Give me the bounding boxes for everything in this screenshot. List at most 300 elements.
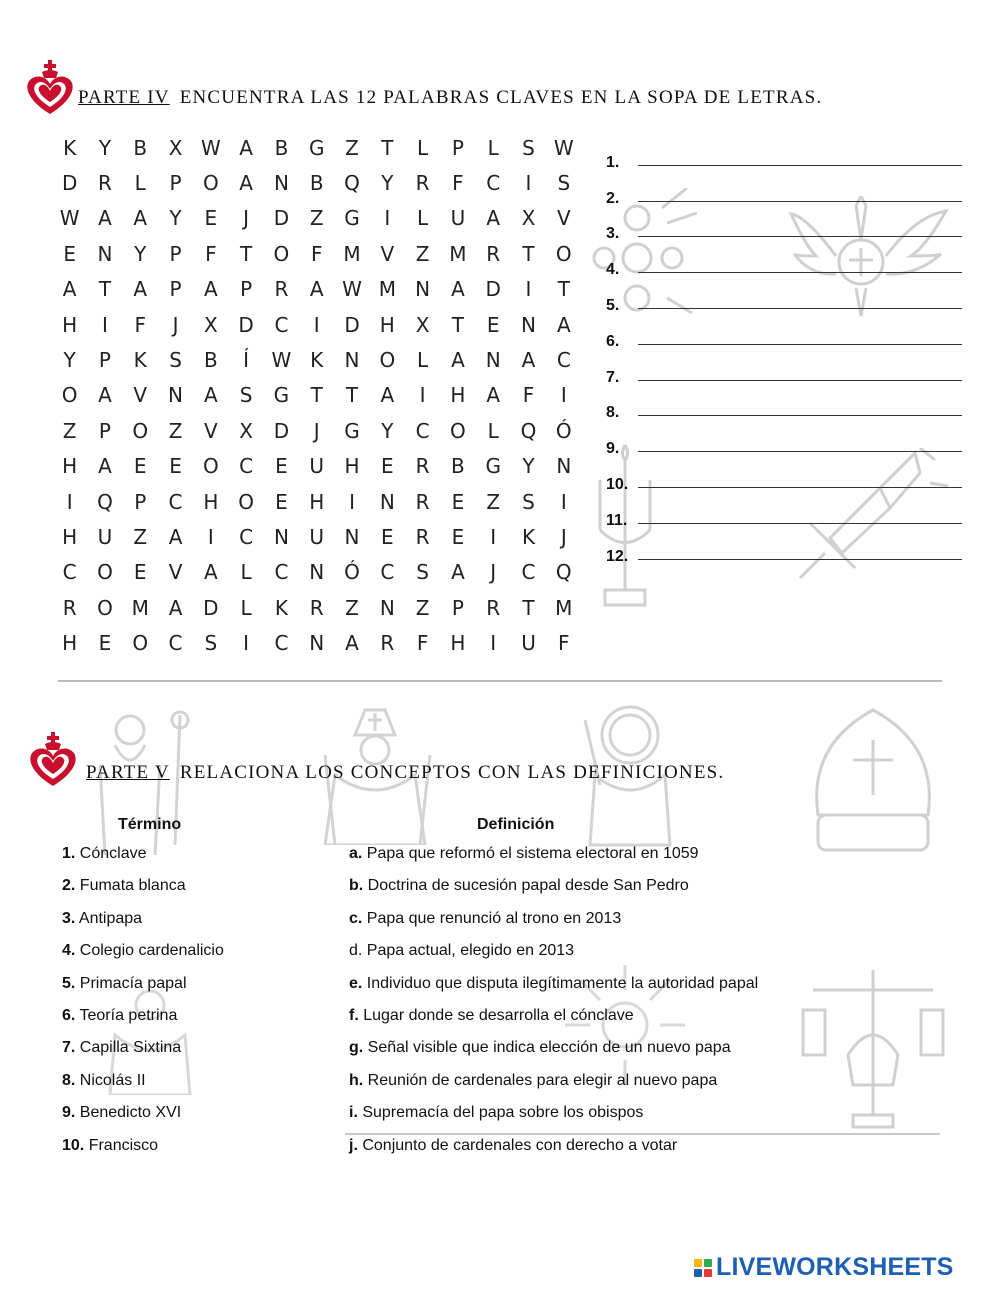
definition-item xyxy=(349,873,758,905)
definition-item xyxy=(349,1068,758,1100)
grid-cell[interactable]: E xyxy=(169,454,182,479)
grid-cell[interactable]: K xyxy=(63,135,77,160)
answer-input-line[interactable] xyxy=(638,165,962,166)
grid-cell[interactable]: S xyxy=(416,560,429,585)
answer-input-line[interactable] xyxy=(638,380,962,381)
grid-cell[interactable]: V xyxy=(133,383,148,408)
grid-cell[interactable]: G xyxy=(344,418,360,443)
grid-cell[interactable]: R xyxy=(415,454,430,479)
grid-row xyxy=(52,272,592,307)
grid-cell[interactable]: I xyxy=(560,489,567,514)
grid-cell[interactable]: H xyxy=(62,631,78,656)
grid-cell[interactable]: P xyxy=(169,241,182,266)
grid-cell[interactable]: E xyxy=(486,312,500,337)
answer-input-line[interactable] xyxy=(638,344,962,345)
grid-cell[interactable]: E xyxy=(381,454,394,479)
grid-cell[interactable]: W xyxy=(59,206,80,231)
bottom-divider xyxy=(345,1133,940,1135)
grid-cell[interactable]: P xyxy=(169,277,182,302)
grid-cell[interactable]: I xyxy=(525,277,532,302)
grid-cell[interactable]: F xyxy=(134,312,146,337)
definition-item xyxy=(349,1133,758,1165)
decorative-mitre-sketch xyxy=(798,705,948,855)
grid-cell[interactable]: Z xyxy=(309,206,324,231)
grid-cell[interactable]: H xyxy=(62,454,78,479)
grid-cell[interactable]: T xyxy=(522,595,535,620)
grid-cell[interactable]: N xyxy=(309,631,325,656)
definition-text: Señal visible que indica elección de un nuevo papa xyxy=(363,1039,731,1057)
grid-cell[interactable]: R xyxy=(274,277,289,302)
grid-cell[interactable]: H xyxy=(62,312,78,337)
grid-cell[interactable]: H xyxy=(344,454,360,479)
grid-cell[interactable]: Y xyxy=(381,171,394,196)
grid-cell[interactable]: A xyxy=(239,135,253,160)
grid-cell[interactable]: E xyxy=(381,524,394,549)
grid-row xyxy=(52,555,592,590)
grid-cell[interactable]: A xyxy=(98,454,112,479)
grid-cell[interactable]: K xyxy=(274,595,288,620)
definition-text: Conjunto de cardenales con derecho a votar xyxy=(357,1136,678,1154)
grid-cell[interactable]: N xyxy=(344,348,360,373)
answer-row xyxy=(606,319,966,355)
grid-row xyxy=(52,590,592,625)
grid-cell[interactable]: L xyxy=(487,418,499,443)
grid-cell[interactable]: E xyxy=(133,454,147,479)
grid-cell[interactable]: A xyxy=(451,348,465,373)
grid-cell[interactable]: N xyxy=(379,489,395,514)
grid-cell[interactable]: S xyxy=(522,135,535,160)
term-text: Antipapa xyxy=(75,909,143,927)
grid-cell[interactable]: A xyxy=(98,383,112,408)
grid-cell[interactable]: R xyxy=(62,595,77,620)
answer-input-line[interactable] xyxy=(638,308,962,309)
grid-cell[interactable]: F xyxy=(558,631,570,656)
grid-cell[interactable]: I xyxy=(419,383,426,408)
grid-cell[interactable]: W xyxy=(553,135,574,160)
grid-cell[interactable]: Z xyxy=(415,241,430,266)
grid-cell[interactable]: G xyxy=(344,206,360,231)
grid-cell[interactable]: A xyxy=(486,206,501,231)
grid-cell[interactable]: E xyxy=(204,206,218,231)
grid-cell[interactable]: L xyxy=(417,206,429,231)
grid-cell[interactable]: Y xyxy=(63,348,76,373)
term-list xyxy=(62,841,224,1165)
answer-input-line[interactable] xyxy=(638,236,962,237)
grid-cell[interactable]: X xyxy=(203,312,218,337)
grid-cell[interactable]: L xyxy=(487,135,499,160)
grid-cell[interactable]: N xyxy=(344,524,360,549)
grid-cell[interactable]: U xyxy=(309,454,325,479)
grid-cell[interactable]: Z xyxy=(168,418,183,443)
grid-cell[interactable]: D xyxy=(273,206,290,231)
grid-cell[interactable]: S xyxy=(557,171,571,196)
grid-cell[interactable]: R xyxy=(309,595,324,620)
grid-cell[interactable]: X xyxy=(521,206,536,231)
grid-cell[interactable]: M xyxy=(555,595,573,620)
grid-cell[interactable]: R xyxy=(380,631,395,656)
grid-cell[interactable]: P xyxy=(451,135,464,160)
answer-row xyxy=(606,426,966,462)
grid-cell[interactable]: A xyxy=(380,383,395,408)
grid-cell[interactable]: H xyxy=(203,489,219,514)
grid-row xyxy=(52,519,592,554)
grid-cell[interactable]: O xyxy=(97,595,113,620)
grid-cell[interactable]: P xyxy=(240,277,253,302)
grid-cell[interactable]: O xyxy=(555,241,572,266)
grid-cell[interactable]: I xyxy=(313,312,320,337)
grid-cell[interactable]: S xyxy=(204,631,218,656)
grid-cell[interactable]: H xyxy=(309,489,325,514)
term-number: 5. xyxy=(62,974,76,992)
grid-cell[interactable]: Q xyxy=(555,560,572,585)
grid-cell[interactable]: U xyxy=(521,631,536,656)
grid-cell[interactable]: D xyxy=(238,312,254,337)
grid-cell[interactable]: N xyxy=(521,312,536,337)
grid-cell[interactable]: F xyxy=(522,383,535,408)
grid-cell[interactable]: M xyxy=(449,241,467,266)
grid-cell[interactable]: A xyxy=(133,206,148,231)
answer-number: 2. xyxy=(606,189,620,207)
grid-cell[interactable]: Y xyxy=(522,454,535,479)
grid-cell[interactable]: P xyxy=(451,595,464,620)
grid-cell[interactable]: S xyxy=(239,383,253,408)
term-number: 6. xyxy=(62,1006,76,1024)
word-search-grid xyxy=(52,130,592,661)
grid-cell[interactable]: S xyxy=(522,489,535,514)
grid-cell[interactable]: J xyxy=(490,560,497,585)
grid-cell[interactable]: N xyxy=(273,171,289,196)
term-number: 4. xyxy=(62,942,76,960)
grid-row xyxy=(52,201,592,236)
term-item xyxy=(62,1003,224,1035)
grid-cell[interactable]: T xyxy=(240,241,253,266)
decorative-scales-sketch xyxy=(798,965,948,1130)
term-text: Fumata blanca xyxy=(75,877,186,895)
grid-cell[interactable]: L xyxy=(240,595,252,620)
answer-number: 1. xyxy=(606,153,620,171)
grid-cell[interactable]: Q xyxy=(97,489,113,514)
grid-cell[interactable]: C xyxy=(415,418,430,443)
grid-cell[interactable]: A xyxy=(98,206,112,231)
grid-cell[interactable]: O xyxy=(450,418,466,443)
answer-row xyxy=(606,391,966,427)
grid-cell[interactable]: H xyxy=(62,524,78,549)
term-number: 2. xyxy=(62,877,76,895)
grid-cell[interactable]: R xyxy=(97,171,112,196)
definition-letter: e. xyxy=(349,974,363,992)
term-number: 1. xyxy=(62,845,76,862)
grid-cell[interactable]: C xyxy=(521,560,536,585)
grid-cell[interactable]: P xyxy=(98,348,111,373)
grid-cell[interactable]: Z xyxy=(62,418,77,443)
grid-cell[interactable]: I xyxy=(66,489,73,514)
term-item xyxy=(62,971,224,1003)
definition-text: d. Papa actual, elegido en 2013 xyxy=(349,942,575,960)
grid-cell[interactable]: T xyxy=(310,383,323,408)
grid-cell[interactable]: V xyxy=(203,418,218,443)
grid-cell[interactable]: K xyxy=(133,348,147,373)
grid-cell[interactable]: C xyxy=(274,631,289,656)
answer-number: 8. xyxy=(606,404,620,422)
grid-cell[interactable]: G xyxy=(308,135,325,160)
answer-row xyxy=(606,176,966,212)
grid-cell[interactable]: R xyxy=(415,171,430,196)
grid-cell[interactable]: A xyxy=(556,312,571,337)
grid-cell[interactable]: R xyxy=(415,489,430,514)
grid-cell[interactable]: C xyxy=(239,524,254,549)
grid-cell[interactable]: I xyxy=(207,524,214,549)
grid-cell[interactable]: O xyxy=(132,631,149,656)
grid-cell[interactable]: U xyxy=(97,524,113,549)
grid-cell[interactable]: Y xyxy=(134,241,147,266)
sacred-heart-icon xyxy=(22,56,78,116)
term-item xyxy=(62,841,224,873)
grid-cell[interactable]: I xyxy=(490,631,497,656)
term-text: Teoría petrina xyxy=(75,1006,178,1024)
grid-cell[interactable]: I xyxy=(560,383,567,408)
grid-cell[interactable]: C xyxy=(168,631,183,656)
grid-cell[interactable]: C xyxy=(168,489,183,514)
grid-cell[interactable]: A xyxy=(521,348,536,373)
grid-cell[interactable]: T xyxy=(98,277,112,302)
grid-cell[interactable]: D xyxy=(203,595,219,620)
grid-cell[interactable]: A xyxy=(451,560,465,585)
grid-cell[interactable]: Y xyxy=(169,206,182,231)
answer-input-line[interactable] xyxy=(638,451,962,452)
grid-cell[interactable]: G xyxy=(485,454,501,479)
grid-cell[interactable]: F xyxy=(452,171,464,196)
grid-cell[interactable]: I xyxy=(101,312,108,337)
grid-cell[interactable]: N xyxy=(485,348,501,373)
grid-cell[interactable]: Q xyxy=(520,418,537,443)
grid-cell[interactable]: L xyxy=(417,135,429,160)
grid-cell[interactable]: N xyxy=(415,277,431,302)
grid-cell[interactable]: Ó xyxy=(555,418,572,443)
grid-cell[interactable]: A xyxy=(203,560,218,585)
grid-cell[interactable]: Í xyxy=(243,348,250,373)
grid-cell[interactable]: B xyxy=(133,135,148,160)
grid-cell[interactable]: Z xyxy=(133,524,148,549)
grid-cell[interactable]: P xyxy=(134,489,147,514)
definition-letter: j. xyxy=(349,1136,358,1154)
grid-cell[interactable]: T xyxy=(557,277,570,302)
grid-cell[interactable]: J xyxy=(243,206,250,231)
grid-cell[interactable]: C xyxy=(239,454,254,479)
grid-cell[interactable]: I xyxy=(490,524,497,549)
grid-cell[interactable]: D xyxy=(344,312,360,337)
grid-cell[interactable]: V xyxy=(168,560,183,585)
grid-cell[interactable]: I xyxy=(349,489,355,514)
grid-cell[interactable]: I xyxy=(525,171,532,196)
definition-text: Papa que reformó el sistema electoral en 1059 xyxy=(362,845,699,862)
grid-cell[interactable]: L xyxy=(240,560,252,585)
grid-cell[interactable]: H xyxy=(379,312,395,337)
grid-cell[interactable]: A xyxy=(345,631,359,656)
grid-cell[interactable]: Z xyxy=(415,595,430,620)
grid-cell[interactable]: A xyxy=(168,524,183,549)
grid-cell[interactable]: O xyxy=(61,383,78,408)
term-text: Benedicto XVI xyxy=(75,1104,182,1122)
definition-item xyxy=(349,906,758,938)
grid-cell[interactable]: A xyxy=(62,277,77,302)
grid-cell[interactable]: O xyxy=(238,489,254,514)
grid-cell[interactable]: R xyxy=(415,524,430,549)
grid-cell[interactable]: O xyxy=(273,241,290,266)
grid-cell[interactable]: X xyxy=(415,312,430,337)
grid-cell[interactable]: O xyxy=(202,454,219,479)
grid-cell[interactable]: I xyxy=(384,206,391,231)
grid-cell[interactable]: A xyxy=(203,383,218,408)
grid-cell[interactable]: J xyxy=(313,418,320,443)
grid-cell[interactable]: Q xyxy=(344,171,360,196)
term-item xyxy=(62,873,224,905)
grid-cell[interactable]: D xyxy=(485,277,501,302)
grid-cell[interactable]: B xyxy=(451,454,465,479)
answer-input-line[interactable] xyxy=(638,415,962,416)
grid-cell[interactable]: G xyxy=(273,383,290,408)
grid-cell[interactable]: C xyxy=(486,171,501,196)
grid-cell[interactable]: F xyxy=(205,241,217,266)
grid-cell[interactable]: O xyxy=(202,171,219,196)
grid-cell[interactable]: W xyxy=(200,135,221,160)
answer-input-line[interactable] xyxy=(638,523,962,524)
grid-cell[interactable]: A xyxy=(451,277,465,302)
answer-number: 6. xyxy=(606,332,620,350)
grid-cell[interactable]: F xyxy=(310,241,323,266)
grid-cell[interactable]: D xyxy=(273,418,290,443)
term-item xyxy=(62,1100,224,1132)
grid-cell[interactable]: X xyxy=(168,135,183,160)
grid-cell[interactable]: O xyxy=(97,560,113,585)
grid-cell[interactable]: E xyxy=(63,241,76,266)
grid-cell[interactable]: P xyxy=(169,171,182,196)
answer-input-line[interactable] xyxy=(638,559,962,560)
grid-cell[interactable]: N xyxy=(273,524,289,549)
answer-row xyxy=(606,462,966,498)
grid-cell[interactable]: R xyxy=(486,241,501,266)
grid-cell[interactable]: E xyxy=(133,560,147,585)
grid-cell[interactable]: C xyxy=(274,312,289,337)
answer-input-line[interactable] xyxy=(638,487,962,488)
grid-cell[interactable]: Z xyxy=(345,135,359,160)
grid-cell[interactable]: C xyxy=(556,348,571,373)
grid-cell[interactable]: T xyxy=(381,135,394,160)
grid-cell[interactable]: N xyxy=(309,560,325,585)
grid-cell[interactable]: C xyxy=(62,560,77,585)
grid-cell[interactable]: B xyxy=(309,171,324,196)
grid-cell[interactable]: U xyxy=(309,524,325,549)
answer-input-line[interactable] xyxy=(638,201,962,202)
grid-cell[interactable]: D xyxy=(61,171,78,196)
grid-cell[interactable]: E xyxy=(98,631,112,656)
grid-row xyxy=(52,413,592,448)
grid-cell[interactable]: A xyxy=(168,595,183,620)
grid-cell[interactable]: L xyxy=(134,171,146,196)
grid-cell[interactable]: N xyxy=(168,383,184,408)
section-divider xyxy=(58,680,942,682)
grid-cell[interactable]: I xyxy=(243,631,250,656)
grid-cell[interactable]: Ó xyxy=(344,560,360,585)
definition-column-header: Definición xyxy=(477,816,555,833)
grid-cell[interactable]: M xyxy=(343,241,361,266)
grid-row xyxy=(52,484,592,519)
grid-cell[interactable]: R xyxy=(486,595,501,620)
grid-cell[interactable]: T xyxy=(451,312,465,337)
grid-row xyxy=(52,449,592,484)
grid-cell[interactable]: E xyxy=(451,489,465,514)
grid-cell[interactable]: A xyxy=(239,171,253,196)
answer-number: 12. xyxy=(606,547,629,565)
grid-cell[interactable]: Y xyxy=(381,418,394,443)
definition-item xyxy=(349,971,758,1003)
grid-cell[interactable]: S xyxy=(169,348,182,373)
definition-text: Individuo que disputa ilegítimamente la autoridad papal xyxy=(362,974,759,992)
grid-cell[interactable]: E xyxy=(451,524,465,549)
grid-cell[interactable]: J xyxy=(172,312,179,337)
grid-cell[interactable]: B xyxy=(274,135,289,160)
grid-cell[interactable]: P xyxy=(98,418,111,443)
grid-cell[interactable]: V xyxy=(380,241,395,266)
grid-cell[interactable]: A xyxy=(203,277,218,302)
grid-cell[interactable]: L xyxy=(417,348,429,373)
grid-cell[interactable]: C xyxy=(274,560,289,585)
grid-cell[interactable]: K xyxy=(310,348,324,373)
term-number: 7. xyxy=(62,1039,76,1057)
term-item xyxy=(62,1035,224,1067)
term-number: 3. xyxy=(62,909,76,927)
definition-text: Reunión de cardenales para elegir al nuevo papa xyxy=(363,1071,718,1089)
grid-cell[interactable]: M xyxy=(131,595,149,620)
grid-cell[interactable]: J xyxy=(560,524,567,549)
grid-cell[interactable]: O xyxy=(379,348,396,373)
grid-cell[interactable]: T xyxy=(345,383,359,408)
answer-row xyxy=(606,534,966,570)
grid-row xyxy=(52,307,592,342)
grid-cell[interactable]: E xyxy=(275,454,288,479)
grid-cell[interactable]: N xyxy=(556,454,572,479)
grid-cell[interactable]: A xyxy=(486,383,501,408)
grid-cell[interactable]: H xyxy=(450,631,466,656)
grid-cell[interactable]: M xyxy=(378,277,396,302)
grid-cell[interactable]: N xyxy=(379,595,395,620)
grid-cell[interactable]: C xyxy=(380,560,395,585)
grid-cell[interactable]: A xyxy=(133,277,148,302)
grid-cell[interactable]: A xyxy=(309,277,324,302)
grid-cell[interactable]: E xyxy=(275,489,288,514)
answer-number: 5. xyxy=(606,296,620,314)
grid-cell[interactable]: V xyxy=(556,206,571,231)
grid-cell[interactable]: H xyxy=(450,383,466,408)
grid-cell[interactable]: O xyxy=(132,418,149,443)
grid-cell[interactable]: Z xyxy=(486,489,501,514)
grid-cell[interactable]: K xyxy=(521,524,536,549)
grid-cell[interactable]: X xyxy=(239,418,253,443)
liveworksheets-logo xyxy=(694,1253,954,1282)
grid-row xyxy=(52,378,592,413)
term-column-header: Término xyxy=(118,816,182,833)
grid-cell[interactable]: W xyxy=(271,348,292,373)
grid-cell[interactable]: Y xyxy=(98,135,112,160)
grid-cell[interactable]: B xyxy=(203,348,218,373)
term-text: Nicolás II xyxy=(75,1071,146,1089)
grid-cell[interactable]: F xyxy=(416,631,429,656)
answer-input-line[interactable] xyxy=(638,272,962,273)
grid-cell[interactable]: T xyxy=(522,241,535,266)
grid-cell[interactable]: N xyxy=(97,241,113,266)
grid-cell[interactable]: W xyxy=(342,277,362,302)
grid-cell[interactable]: Z xyxy=(345,595,359,620)
grid-cell[interactable]: U xyxy=(450,206,466,231)
